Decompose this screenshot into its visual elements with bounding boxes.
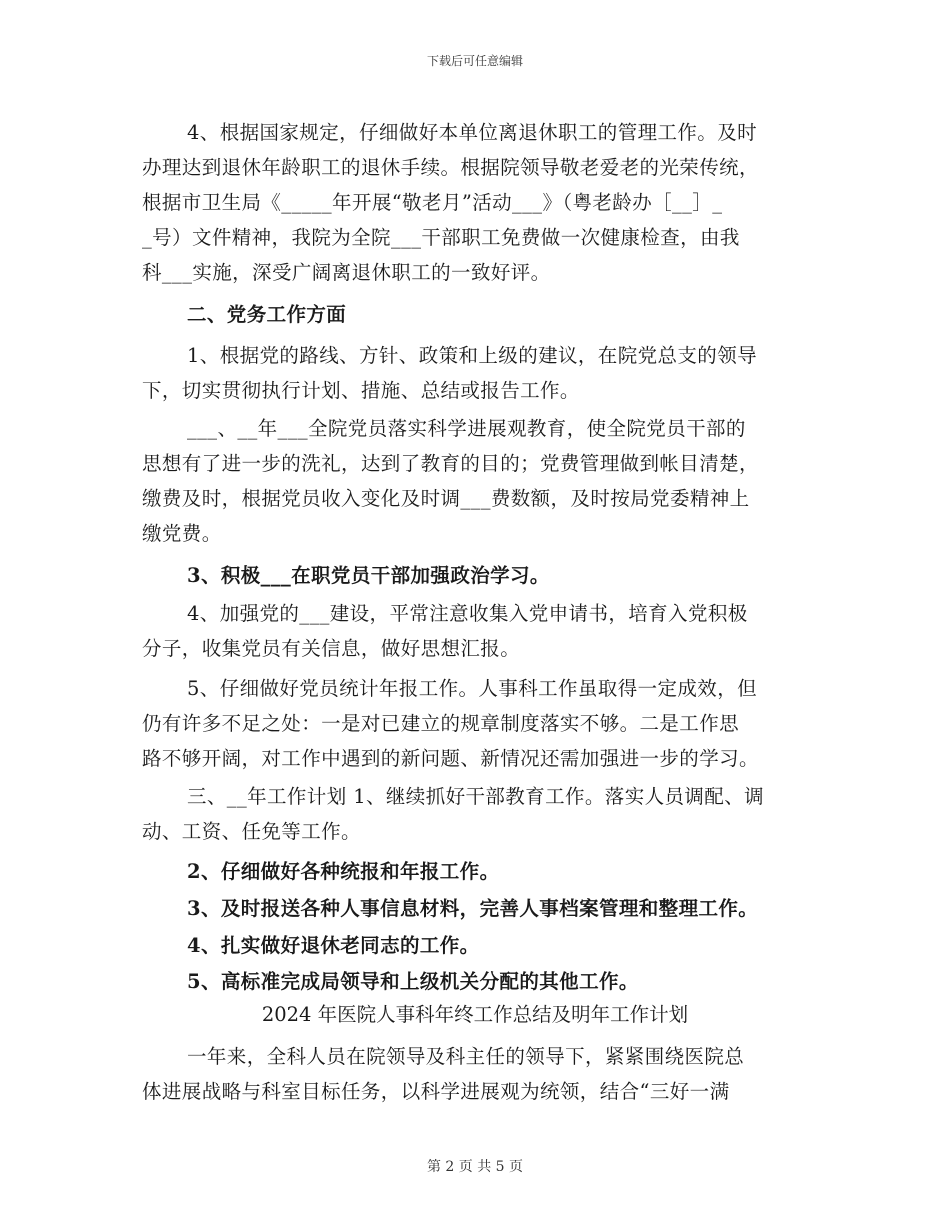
paragraph-line: 1、根据党的路线、方针、政策和上级的建议，在院党总支的领导 [187, 344, 758, 367]
paragraph-line: 缴费及时，根据党员收入变化及时调___费数额，及时按局党委精神上 [142, 487, 750, 510]
paragraph-line: 科___实施，深受广阔离退休职工的一致好评。 [142, 261, 551, 284]
paragraph-line: 路不够开阔，对工作中遇到的新问题、新情况还需加强进一步的学习。 [142, 747, 759, 770]
paragraph-line: 一年来，全科人员在院领导及科主任的领导下，紧紧围绕医院总 [187, 1045, 745, 1068]
paragraph-line: 动、工资、任免等工作。 [142, 820, 361, 843]
paragraph-line: 根据市卫生局《_____年开展“敬老月”活动___》（粤老龄办［__］_ [142, 191, 723, 214]
paragraph-line: 4、加强党的___建设，平常注意收集入党申请书，培育入党积极 [187, 602, 748, 625]
list-item: 3、及时报送各种人事信息材料，完善人事档案管理和整理工作。 [187, 897, 759, 920]
page-number: 第 2 页 共 5 页 [426, 1159, 524, 1175]
list-item: 3、积极___在职党员干部加强政治学习。 [187, 564, 550, 587]
paragraph-line: 5、仔细做好党员统计年报工作。人事科工作虽取得一定成效，但 [187, 677, 758, 700]
paragraph-line: 办理达到退休年龄职工的退休手续。根据院领导敬老爱老的光荣传统， [142, 156, 759, 179]
paragraph-line: 体进展战略与科室目标任务，以科学进展观为统领，结合“三好一满 [142, 1080, 730, 1103]
paragraph-line: 4、根据国家规定，仔细做好本单位离退休职工的管理工作。及时 [187, 121, 758, 144]
document-title: 2024 年医院人事科年终工作总结及明年工作计划 [261, 1003, 689, 1026]
paragraph-line: _号）文件精神，我院为全院___干部职工免费做一次健康检查，由我 [142, 226, 740, 249]
paragraph-line: 思想有了进一步的洗礼，达到了教育的目的；党费管理做到帐目清楚， [142, 452, 759, 475]
paragraph-line: 三、__年工作计划 1、继续抓好干部教育工作。落实人员调配、调 [187, 785, 765, 808]
list-item: 4、扎实做好退休老同志的工作。 [187, 934, 480, 957]
paragraph-line: 缴党费。 [142, 522, 222, 545]
section-heading: 二、党务工作方面 [187, 303, 347, 326]
list-item: 2、仔细做好各种统报和年报工作。 [187, 860, 500, 883]
paragraph-line: 分子，收集党员有关信息，做好思想汇报。 [142, 637, 521, 660]
paragraph-line: 仍有许多不足之处：一是对已建立的规章制度落实不够。二是工作思 [142, 712, 740, 735]
paragraph-line: ___、__年___全院党员落实科学进展观教育，使全院党员干部的 [187, 417, 746, 440]
paragraph-line: 下，切实贯彻执行计划、措施、总结或报告工作。 [142, 379, 580, 402]
page-header-note: 下载后可任意编辑 [426, 54, 523, 68]
list-item: 5、高标准完成局领导和上级机关分配的其他工作。 [187, 970, 639, 993]
